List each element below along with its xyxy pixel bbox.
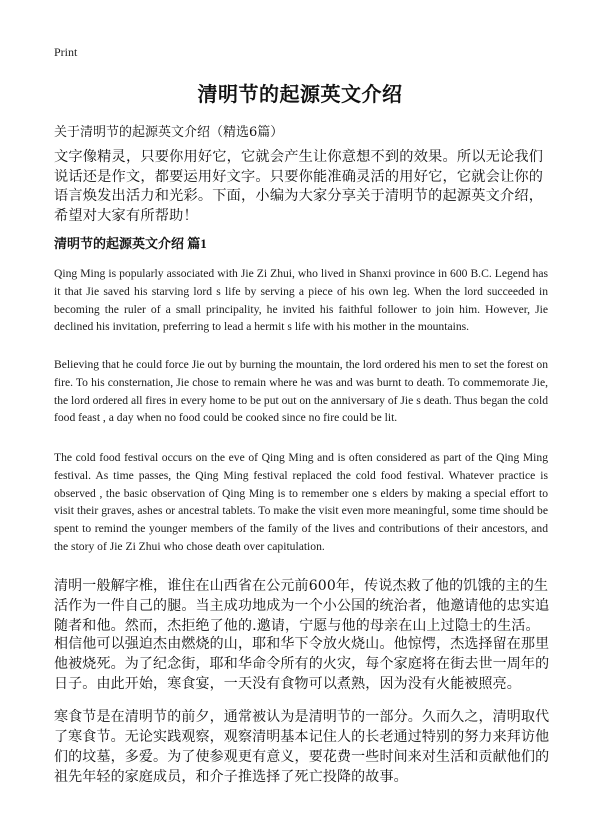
intro-paragraph: 文字像精灵，只要你用好它，它就会产生让你意想不到的效果。所以无论我们说话还是作文，都要运用好文字。只要你能准确灵活的用好它，它就会让你的语言焕发出活力和光彩。下面，小编为大家分享关于清明节的起源英文介绍，希望对大家有所帮助！	[54, 149, 544, 224]
chinese-paragraph-3: 寒食节是在清明节的前夕，通常被认为是清明节的一部分。久而久之，清明取代了寒食节。无论实践观察，观察清明基本记住人的长老通过特别的努力来拜访他们的坟墓，多爱。为了使参观更有意义，要花费一些时间来对生活和贡献他们的祖先年轻的家庭成员，和介子推选择了死亡投降的故事。	[54, 709, 550, 785]
english-paragraph-3: The cold food festival occurs on the eve of Qing Ming and is often considered as part of the Qing Ming festival. As time passes, the Qing Ming festival replaced the cold food festival. Whatever practice is observed , the basic observation of Qing Ming is to remember one s elders by making a special effort to visit their graves, ashes or ancestral tablets. To make the visit even more meaningful, some time should be spent to remind the younger members of the family of the lives and contributions of their ancestors, and the story of Jie Zi Zhui who chose death over capitulation.	[54, 451, 548, 553]
print-link[interactable]: Print	[54, 45, 78, 59]
chinese-paragraph-2: 相信他可以强迫杰由燃烧的山，耶和华下令放火烧山。他惊愕，杰选择留在那里他被烧死。为了纪念街，耶和华命令所有的火灾，每个家庭将在街去世一周年的日子。由此开始，寒食宴，一天没有食物可以煮熟，因为没有火能被照亮。	[54, 636, 550, 692]
chinese-paragraph-1: 清明一般解字椎，谁住在山西省在公元前600年，传说杰救了他的饥饿的主的生活作为一件自己的腿。当主成功地成为一个小公国的统治者，他邀请他的忠实追随者和他。然而，杰拒绝了他的.邀请，宁愿与他的母亲在山上过隐士的生活。	[54, 578, 550, 634]
english-paragraph-1: Qing Ming is popularly associated with Jie Zi Zhui, who lived in Shanxi province in 600 B.C. Legend has it that Jie saved his starving lord s life by serving a piece of his own leg. When the lord succeeded in becoming the ruler of a small principality, he invited his faithful follower to join him. However, Jie declined his invitation, preferring to lead a hermit s life with his mother in the mountains.	[54, 267, 548, 334]
section-heading: 清明节的起源英文介绍 篇1	[54, 236, 207, 251]
document-subtitle: 关于清明节的起源英文介绍（精选6篇）	[54, 125, 284, 140]
english-paragraph-2: Believing that he could force Jie out by burning the mountain, the lord ordered his men to set the forest on fire. To his consternation, Jie chose to remain where he was and was burnt to death. To commemorate Jie, the lord ordered all fires in every home to be put out on the anniversary of Jie s death. Thus began the cold food feast , a day when no food could be cooked since no fire could be lit.	[54, 358, 548, 425]
page-title: 清明节的起源英文介绍	[197, 82, 403, 106]
